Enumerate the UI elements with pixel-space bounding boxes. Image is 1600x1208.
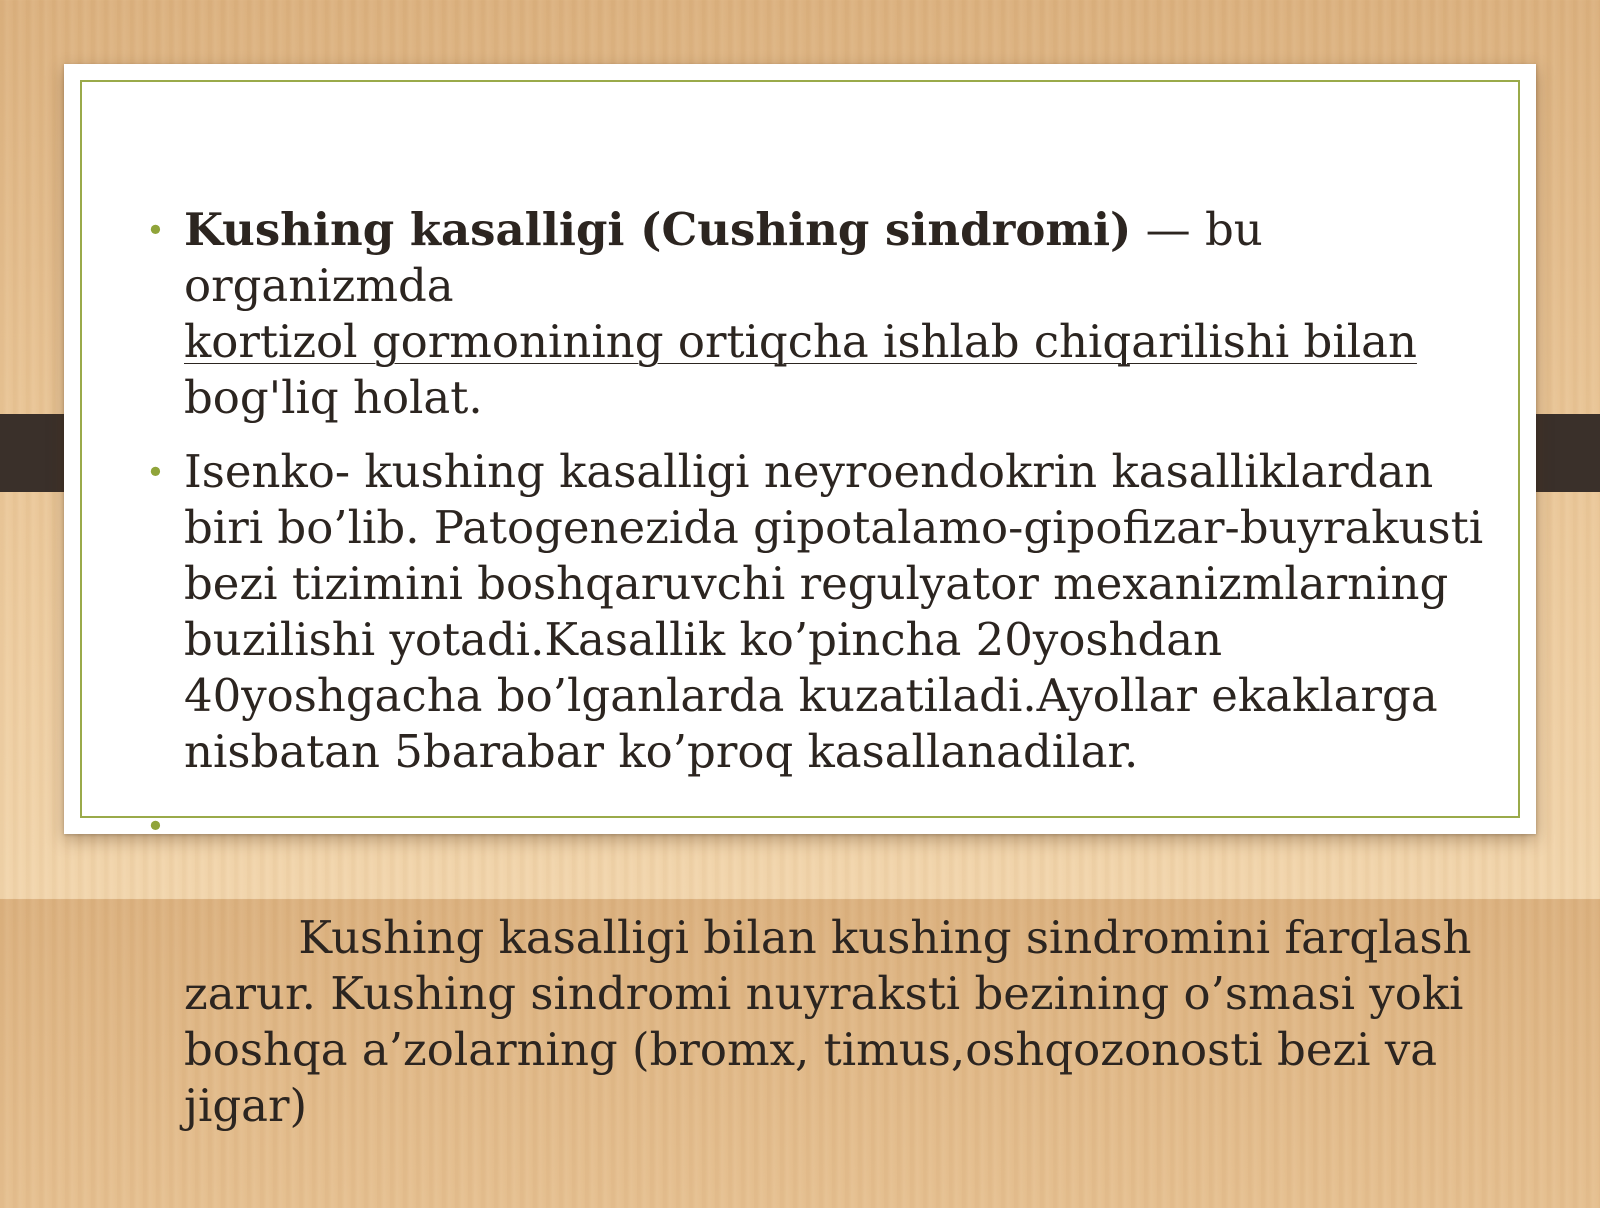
bullet-item-1 [140, 202, 1520, 426]
bullet-text: Kushing kasalligi bilan kushing sindromini farqlash zarur. Kushing sindromi nuyraksti bezining o’smasi yoki boshqa a’zolarning (bromx, timus,oshqozonosti bezi va jigar) [184, 911, 1486, 1132]
term-heading: Kushing kasalligi (Cushing sindromi) [184, 203, 1132, 256]
definition-start: — bu organizmda [184, 203, 1263, 312]
bullet-text: Isenko- kushing kasalligi neyroendokrin kasalliklardan biri bo’lib. Patogenezida gipotalamo-gipofizar-buyrakusti bezi tizimini boshqaruvchi regulyator mexanizmlarning buzilishi yotadi.Kasallik ko’pincha 20yoshdan 40yoshgacha bo’lganlarda kuzatiladi.Ayollar ekaklarga nisbatan 5barabar ko’proq kasallanadilar. [184, 445, 1484, 778]
slide-content [140, 202, 1520, 1208]
bullet-list [140, 202, 1520, 1190]
bullet-dot-icon: • [146, 807, 165, 845]
definition-underlined: kortizol gormonining ortiqcha ishlab chiqarilishi bilan [184, 315, 1417, 368]
bullet-item-3 [140, 798, 1520, 1190]
definition-end: bog'liq holat. [184, 371, 483, 424]
bullet-dot-icon: • [146, 453, 165, 491]
bullet-dot-icon: • [146, 211, 165, 249]
bullet-item-2 [140, 444, 1520, 780]
